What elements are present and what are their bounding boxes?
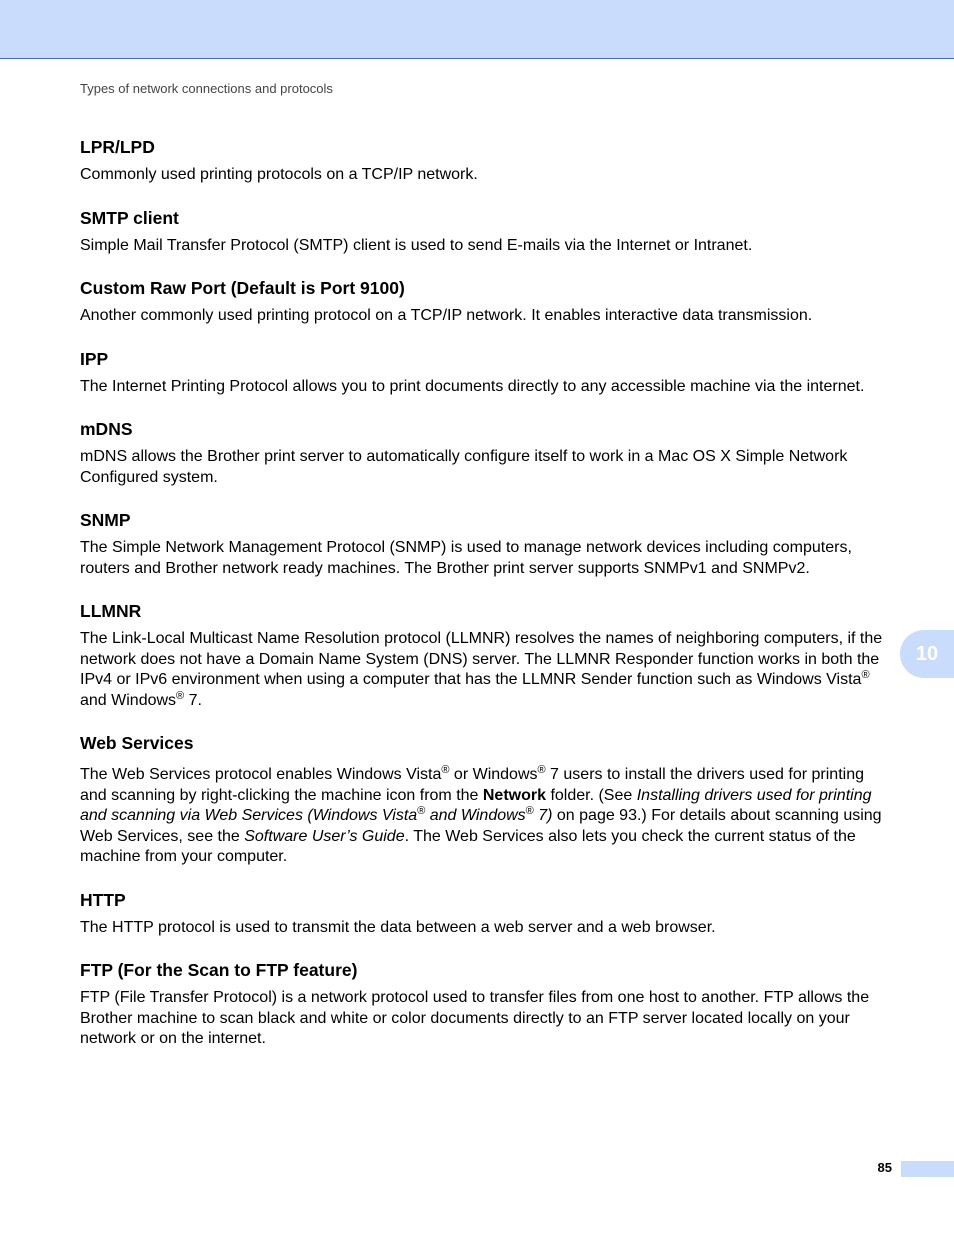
section-heading: FTP (For the Scan to FTP feature) (80, 960, 358, 980)
body-text: and Windows (80, 691, 177, 709)
section-body: FTP (File Transfer Protocol) is a network protocol used to transfer files from one host to another. FTP allows the Brother machine to scan black and white or color documents directly to an FTP server located locally on your network or on the internet. (80, 989, 870, 1047)
section-body: The HTTP protocol is used to transmit the data between a web server and a web browser. (80, 918, 716, 936)
section-ipp (80, 349, 892, 398)
cross-reference-link[interactable]: and Windows (425, 807, 526, 824)
section-mdns (80, 419, 892, 488)
registered-mark: ® (861, 669, 870, 681)
header-band (0, 0, 954, 59)
section-llmnr (80, 601, 892, 711)
body-text: The Link-Local Multicast Name Resolution protocol (LLMNR) resolves the names of neighboring computers, if the network does not have a Domain Name System (DNS) server. The LLMNR Responder function works in both the IPv4 or IPv6 environment when using a computer that has the LLMNR Sender function such as Windows Vista (80, 630, 883, 688)
section-body: Another commonly used printing protocol on a TCP/IP network. It enables interactive data transmission. (80, 307, 813, 324)
section-lpr (80, 137, 892, 186)
section-body: The Internet Printing Protocol allows you to print documents directly to any accessible machine via the internet. (80, 377, 865, 395)
section-body: Commonly used printing protocols on a TCP/IP network. (80, 166, 478, 183)
cross-reference-link[interactable]: 7) (533, 807, 553, 824)
page-number-bar (901, 1161, 954, 1177)
section-body: The Simple Network Management Protocol (SNMP) is used to manage network devices including computers, routers and Brother network ready machines. The Brother print server supports SNMPv1 and SNMPv2. (80, 539, 852, 577)
section-smtp (80, 208, 892, 257)
registered-mark: ® (417, 805, 426, 817)
body-text: folder. (See (546, 786, 637, 804)
body-text: 7. (184, 691, 202, 709)
section-heading: IPP (80, 348, 109, 369)
registered-mark: ® (176, 689, 185, 702)
section-heading: SMTP client (80, 207, 179, 228)
section-body (80, 765, 892, 868)
body-text: The Web Services protocol enables Windows Vista (80, 766, 442, 783)
section-heading: LLMNR (80, 601, 142, 621)
registered-mark: ® (441, 764, 450, 776)
body-text: on page 93.) For details about scanning using Web Services, see the (80, 807, 882, 845)
body-text: 7 users to install the drivers used for printing and scanning by right-clicking the machine icon from the (80, 766, 864, 804)
section-web-services (80, 733, 892, 868)
section-custom-raw-port (80, 278, 892, 327)
page-number: 85 (877, 1160, 892, 1175)
section-snmp (80, 510, 892, 579)
section-heading: Custom Raw Port (Default is Port 9100) (80, 278, 405, 298)
chapter-tab: 10 (900, 630, 954, 678)
section-body: Simple Mail Transfer Protocol (SMTP) client is used to send E-mails via the Internet or Intranet. (80, 236, 753, 254)
cross-reference-link[interactable]: Installing drivers used for printing and scanning via Web Services (Windows Vista (80, 786, 872, 824)
guide-title: Software User’s Guide (244, 827, 405, 845)
network-folder-label: Network (482, 786, 546, 804)
section-heading: LPR/LPD (80, 137, 155, 157)
page-content (80, 137, 892, 1072)
section-ftp (80, 960, 892, 1050)
section-http (80, 890, 892, 939)
section-body: mDNS allows the Brother print server to automatically configure itself to work in a Mac OS X Simple Network Configured system. (80, 448, 848, 486)
section-heading: mDNS (80, 419, 133, 439)
registered-mark: ® (525, 805, 534, 817)
section-body (80, 629, 892, 711)
section-heading: HTTP (80, 889, 126, 910)
running-header: Types of network connections and protocols (80, 81, 333, 96)
section-heading: SNMP (80, 510, 131, 530)
body-text: or Windows (449, 766, 538, 783)
registered-mark: ® (537, 764, 546, 776)
body-text: . The Web Services also lets you check the current status of the machine from your computer. (80, 827, 856, 865)
section-heading: Web Services (80, 733, 194, 753)
